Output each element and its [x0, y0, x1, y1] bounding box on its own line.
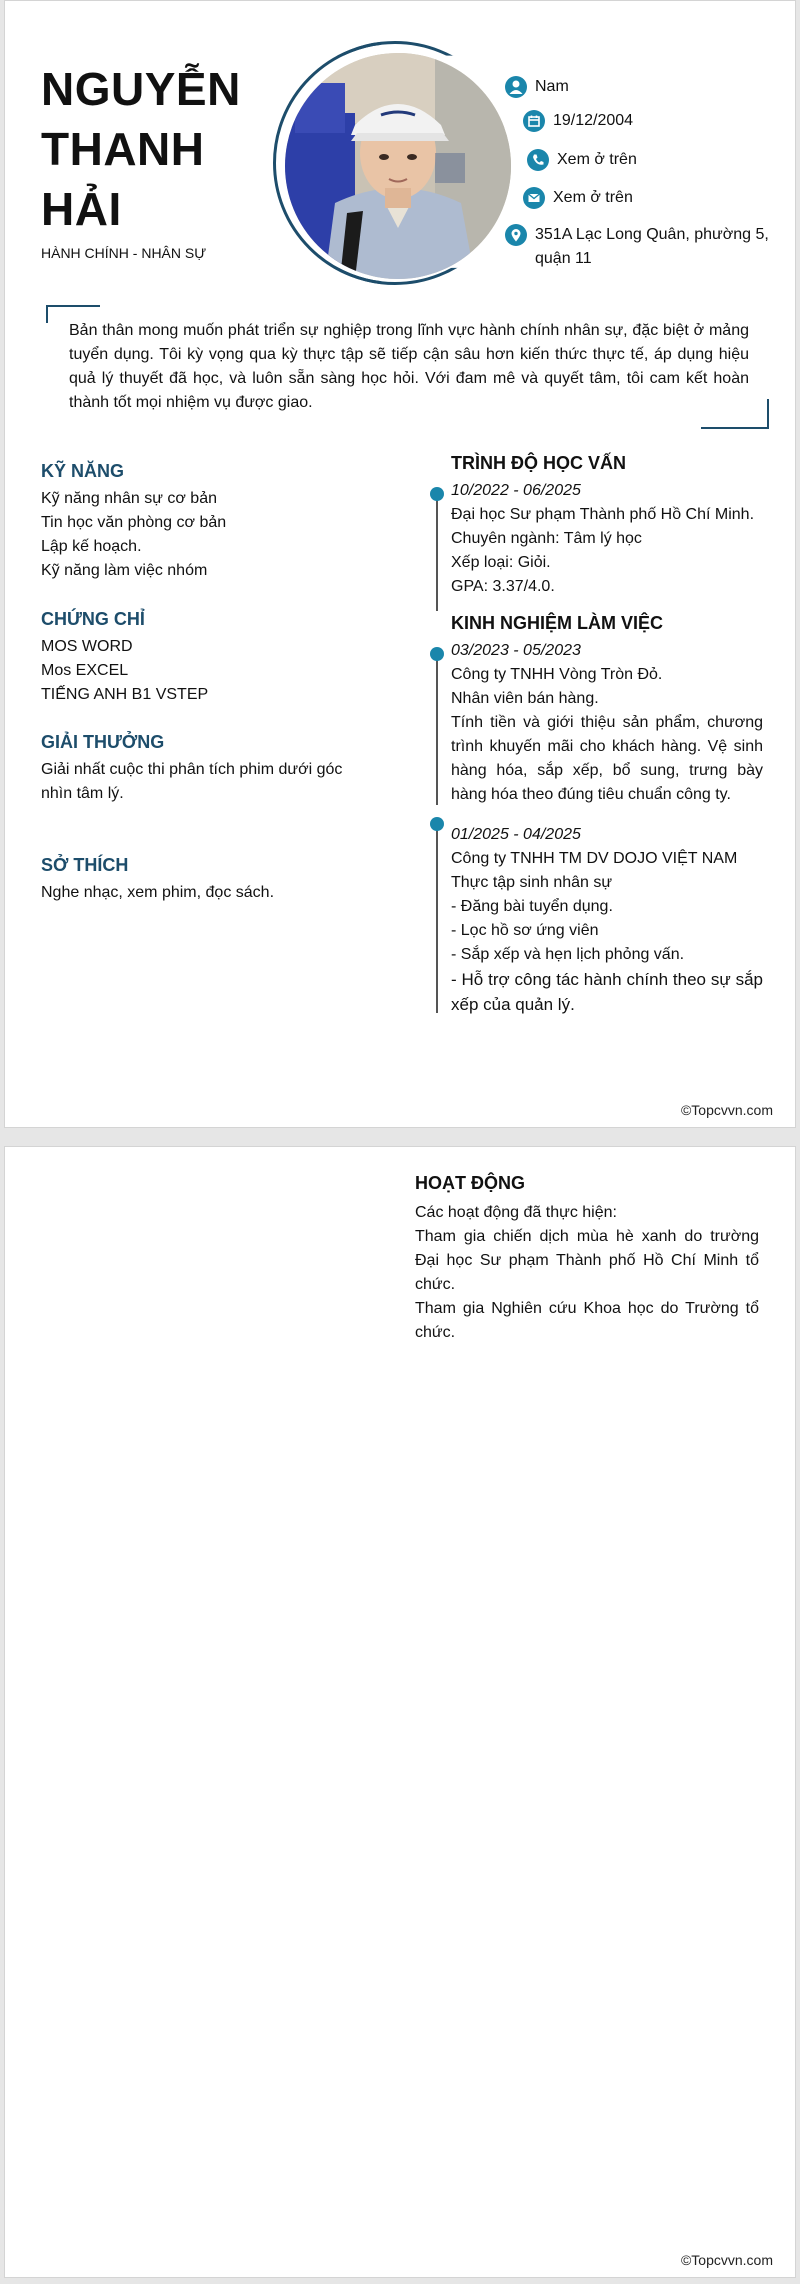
skills-title: KỸ NĂNG [41, 461, 125, 481]
certificate-item: TIẾNG ANH B1 VSTEP [41, 686, 209, 703]
experience-timeline-1 [436, 655, 438, 805]
activities-list [415, 1201, 759, 1345]
footer-watermark: ©Topcvvn.com [680, 2252, 773, 2268]
job-task: - Sắp xếp và hẹn lịch phỏng vấn. [451, 946, 685, 963]
awards-text: Giải nhất cuộc thi phân tích phim dưới góc nhìn tâm lý. [41, 761, 343, 802]
education-school: Đại học Sư phạm Thành phố Hồ Chí Minh. [451, 506, 755, 523]
email-value: Xem ở trên [553, 189, 633, 206]
job-task: - Hỗ trợ công tác hành chính theo sự sắp xếp của quản lý. [451, 970, 763, 1014]
awards-title: GIẢI THƯỞNG [41, 732, 165, 752]
hobbies-text: Nghe nhạc, xem phim, đọc sách. [41, 884, 275, 901]
person-icon [505, 76, 527, 98]
address-line-2: quận 11 [535, 250, 592, 267]
calendar-icon [523, 110, 545, 132]
career-summary: Bản thân mong muốn phát triển sự nghiệp trong lĩnh vực hành chính nhân sự, đặc biệt ở mảng tuyển dụng. Tôi kỳ vọng qua kỳ thực tập sẽ tiếp cận sâu hơn kiến thức thực tế, áp dụng hiệu quả lý thuyết đã học, và luôn sẵn sàng học hỏi. Với đam mê và quyết tâm, tôi cam kết hoàn thành tốt mọi nhiệm vụ được giao. [69, 322, 749, 411]
skill-item: Kỹ năng nhân sự cơ bản [41, 490, 217, 507]
job-task: - Đăng bài tuyển dụng. [451, 898, 613, 915]
education-gpa: GPA: 3.37/4.0. [451, 578, 555, 595]
skill-item: Kỹ năng làm việc nhóm [41, 562, 208, 579]
contact-email [523, 186, 633, 210]
gender-value: Nam [535, 78, 569, 95]
education-entry [451, 479, 763, 599]
skill-item: Lập kế hoạch. [41, 538, 142, 555]
summary-bracket-bottom-right [701, 399, 769, 429]
education-timeline [436, 497, 438, 611]
job-company: Công ty TNHH Vòng Tròn Đỏ. [451, 666, 663, 683]
education-date: 10/2022 - 06/2025 [451, 482, 581, 499]
experience-title: KINH NGHIỆM LÀM VIỆC [451, 613, 664, 633]
education-title: TRÌNH ĐỘ HỌC VẤN [451, 453, 626, 473]
cv-page-2 [4, 1146, 796, 2278]
skill-item: Tin học văn phòng cơ bản [41, 514, 227, 531]
education-major: Chuyên ngành: Tâm lý học [451, 530, 642, 547]
location-pin-icon [505, 224, 527, 246]
contact-address [505, 223, 769, 271]
activity-item: Tham gia chiến dịch mùa hè xanh do trường Đại học Sư phạm Thành phố Hồ Chí Minh tổ chức. [415, 1228, 759, 1293]
certificates-list [41, 635, 208, 707]
skills-list [41, 487, 226, 583]
job-date: 03/2023 - 05/2023 [451, 642, 581, 659]
full-name [41, 59, 241, 239]
job-role: Nhân viên bán hàng. [451, 690, 599, 707]
phone-icon [527, 149, 549, 171]
activity-item: Tham gia Nghiên cứu Khoa học do Trường tổ chức. [415, 1300, 759, 1341]
contact-gender [505, 75, 569, 99]
job-description: Tính tiền và giới thiệu sản phẩm, chương trình khuyến mãi cho khách hàng. Vệ sinh hàng hóa, sắp xếp, bổ sung, trưng bày hàng hóa theo đúng tiêu chuẩn công ty. [451, 714, 763, 803]
job-date: 01/2025 - 04/2025 [451, 826, 581, 843]
experience-timeline-dot [430, 647, 444, 661]
experience-timeline-2 [436, 827, 438, 1013]
footer-watermark: ©Topcvvn.com [680, 1102, 773, 1118]
name-line-2: THANH [41, 123, 205, 175]
job-task: - Lọc hồ sơ ứng viên [451, 922, 599, 939]
experience-timeline-dot [430, 817, 444, 831]
birthday-value: 19/12/2004 [553, 112, 634, 129]
experience-entry-2 [451, 823, 763, 1017]
certificate-item: Mos EXCEL [41, 662, 129, 679]
activities-title: HOẠT ĐỘNG [415, 1173, 525, 1193]
certificates-title: CHỨNG CHỈ [41, 609, 145, 629]
job-company: Công ty TNHH TM DV DOJO VIỆT NAM [451, 850, 738, 867]
job-position: HÀNH CHÍNH - NHÂN SỰ [41, 245, 207, 261]
address-line-1: 351A Lạc Long Quân, phường 5, [535, 226, 769, 243]
experience-entry-1 [451, 639, 763, 807]
education-timeline-dot [430, 487, 444, 501]
education-rank: Xếp loại: Giỏi. [451, 554, 551, 571]
hobbies-title: SỞ THÍCH [41, 855, 129, 875]
avatar [285, 53, 511, 279]
contact-birthday [523, 109, 633, 133]
email-icon [523, 187, 545, 209]
contact-phone [527, 148, 637, 172]
phone-value: Xem ở trên [557, 151, 637, 168]
job-role: Thực tập sinh nhân sự [451, 874, 613, 891]
certificate-item: MOS WORD [41, 638, 133, 655]
cv-page-1 [4, 0, 796, 1128]
address-value [535, 223, 769, 271]
activities-intro: Các hoạt động đã thực hiện: [415, 1204, 617, 1221]
name-line-3: HẢI [41, 183, 122, 235]
name-line-1: NGUYỄN [41, 63, 241, 115]
